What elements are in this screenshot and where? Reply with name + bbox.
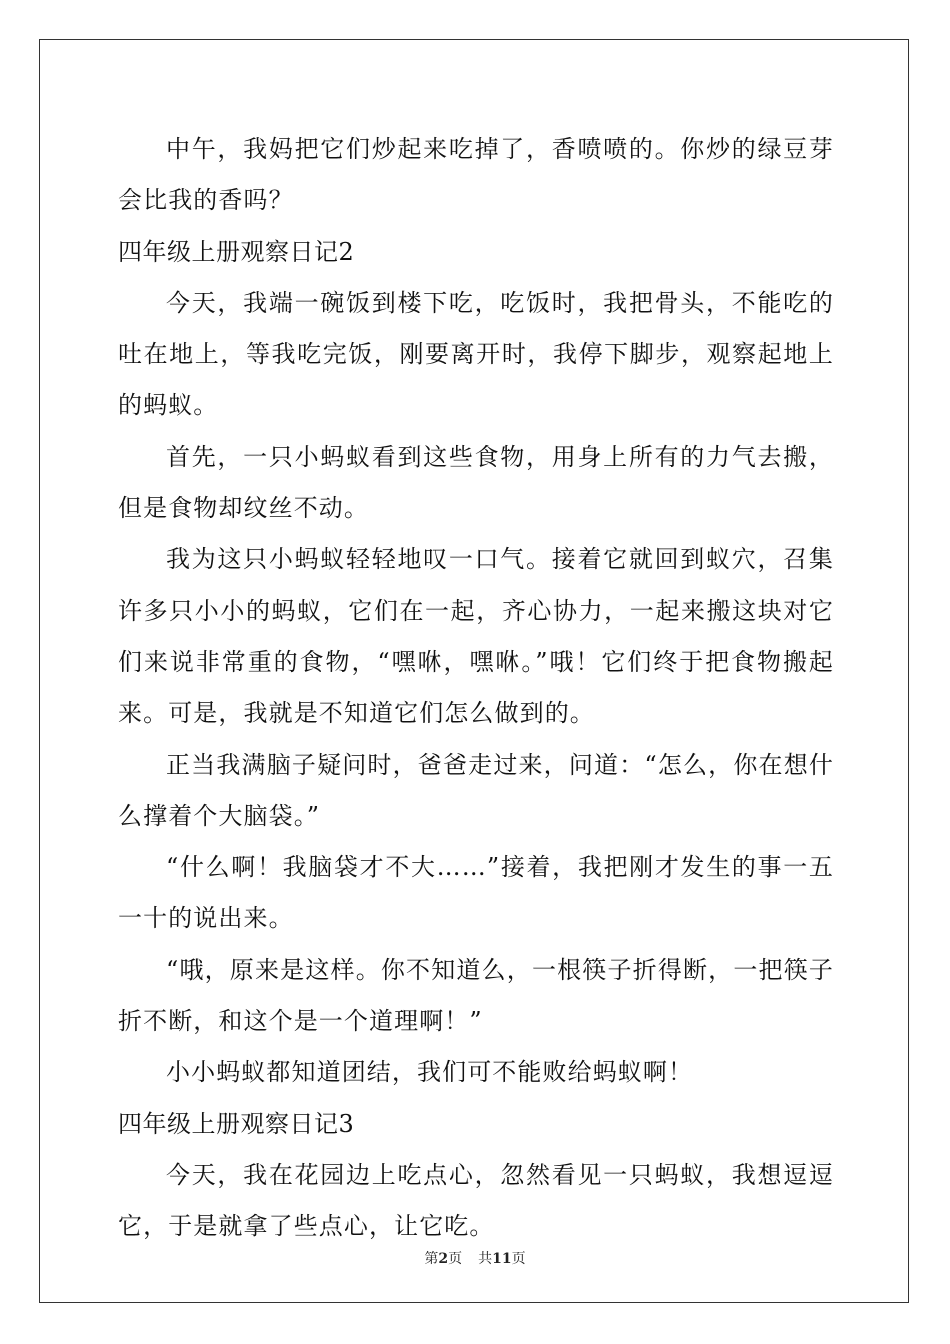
total-prefix: 共 <box>478 1251 493 1267</box>
paragraph: 首先，一只小蚂蚁看到这些食物，用身上所有的力气去搬，但是食物却纹丝不动。 <box>118 442 834 523</box>
paragraph: 今天，我端一碗饭到楼下吃，吃饭时，我把骨头，不能吃的吐在地上，等我吃完饭，刚要离开时，我停下脚步，观察起地上的蚂蚁。 <box>118 288 834 420</box>
page-footer <box>0 1248 950 1268</box>
paragraph: 正当我满脑子疑问时，爸爸走过来，问道：“怎么，你在想什么撑着个大脑袋。” <box>118 750 834 830</box>
paragraph: 中午，我妈把它们炒起来吃掉了，香喷喷的。你炒的绿豆芽会比我的香吗？ <box>118 135 834 215</box>
total-pages-number: 11 <box>492 1251 512 1267</box>
total-pages-indicator <box>478 1248 525 1268</box>
total-suffix: 页 <box>511 1251 526 1267</box>
page-number: 2 <box>438 1251 449 1267</box>
paragraph: 我为这只小蚂蚁轻轻地叹一口气。接着它就回到蚁穴，召集许多只小小的蚂蚁，它们在一起，齐心协力，一起来搬这块对它们来说非常重的食物，“嘿咻，嘿咻。”哦！它们终于把食物搬起来。可是，我就是不知道它们怎么做到的。 <box>118 545 834 728</box>
document-body <box>118 124 834 1253</box>
page-suffix: 页 <box>448 1251 463 1267</box>
paragraph: 今天，我在花园边上吃点心，忽然看见一只蚂蚁，我想逗逗它，于是就拿了些点心，让它吃。 <box>118 1160 834 1241</box>
section-heading: 四年级上册观察日记3 <box>118 1109 355 1138</box>
paragraph: “什么啊！我脑袋才不大……”接着，我把刚才发生的事一五一十的说出来。 <box>118 853 834 933</box>
page-prefix: 第 <box>424 1251 439 1267</box>
paragraph: 小小蚂蚁都知道团结，我们可不能败给蚂蚁啊！ <box>166 1058 694 1087</box>
section-heading: 四年级上册观察日记2 <box>118 237 355 266</box>
paragraph: “哦，原来是这样。你不知道么，一根筷子折得断，一把筷子折不断，和这个是一个道理啊！” <box>118 955 834 1036</box>
page-indicator <box>424 1248 462 1268</box>
